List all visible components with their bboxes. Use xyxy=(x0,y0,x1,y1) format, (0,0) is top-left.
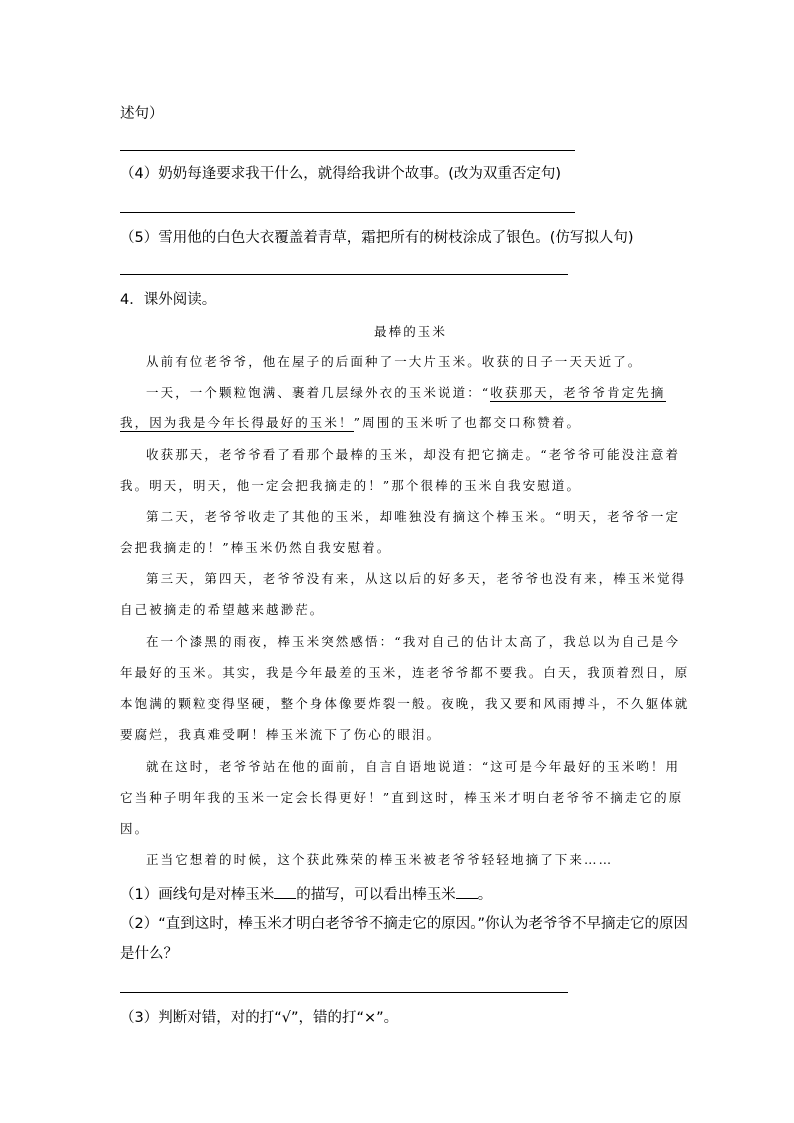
question-5: （5）雪用他的白色大衣覆盖着青草，霜把所有的树枝涂成了银色。(仿写拟人句) xyxy=(120,230,634,246)
answer-line[interactable] xyxy=(120,150,575,151)
question-text: 。 xyxy=(477,887,493,903)
underlined-sentence: 收获那天，老爷爷肯定先摘 xyxy=(490,385,666,400)
story-paragraph-line: 因。 xyxy=(120,821,150,836)
answer-line[interactable] xyxy=(120,212,575,213)
question-1 xyxy=(120,884,492,905)
underlined-sentence: 我，因为我是今年长得最好的玉米！ xyxy=(120,415,354,430)
story-paragraph-line: 本饱满的颗粒变得坚硬，整个身体像要炸裂一般。夜晚，我又要和风雨搏斗，不久躯体就 xyxy=(120,696,690,711)
story-title: 最棒的玉米 xyxy=(374,324,448,339)
story-paragraph: 从前有位老爷爷，他在屋子的后面种了一大片玉米。收获的日子一天天近了。 xyxy=(146,354,643,369)
story-paragraph-line: 它当种子明年我的玉米一定会长得更好！”直到这时，棒玉米才明白老爷爷不摘走它的原 xyxy=(120,790,684,805)
story-paragraph-line: 我。明天，明天，他一定会把我摘走的！”那个很棒的玉米自我安慰道。 xyxy=(120,478,582,493)
answer-line[interactable] xyxy=(120,274,568,275)
story-paragraph: 就在这时，老爷爷站在他的面前，自言自语地说道：“这可是今年最好的玉米哟！用 xyxy=(146,759,681,774)
story-paragraph: 在一个漆黑的雨夜，棒玉米突然感悟：“我对自己的估计太高了，我总以为自己是今 xyxy=(146,634,681,649)
story-paragraph: 第二天，老爷爷收走了其他的玉米，却唯独没有摘这个棒玉米。“明天，老爷爷一定 xyxy=(146,509,681,524)
story-paragraph: 收获那天，老爷爷看了看那个最棒的玉米，却没有把它摘走。“老爷爷可能没注意着 xyxy=(146,447,681,462)
question-3: （3）判断对错，对的打“√”，错的打“×”。 xyxy=(120,1010,399,1026)
question-text: （1）画线句是对棒玉米 xyxy=(120,887,275,903)
section-heading: 4．课外阅读。 xyxy=(120,292,217,308)
question-2: （2）“直到这时，棒玉米才明白老爷爷不摘走它的原因。”你认为老爷爷不早摘走它的原因 xyxy=(120,916,688,932)
story-paragraph xyxy=(146,384,666,402)
question-2-line: 是什么？ xyxy=(120,946,178,962)
fill-blank[interactable] xyxy=(456,884,478,899)
story-paragraph: 正当它想着的时候，这个获此殊荣的棒玉米被老爷爷轻轻地摘了下来…… xyxy=(146,852,614,867)
story-paragraph-line: 会把我摘走的！”棒玉米仍然自我安慰着。 xyxy=(120,540,392,555)
story-paragraph-line: 自己被摘走的希望越来越渺茫。 xyxy=(120,602,325,617)
answer-line[interactable] xyxy=(120,992,568,993)
story-paragraph: 第三天，第四天，老爷爷没有来，从这以后的好多天，老爷爷也没有来，棒玉米觉得 xyxy=(146,571,687,586)
paragraph-text: 一天，一个颗粒饱满、裹着几层绿外衣的玉米说道：“ xyxy=(146,385,491,400)
question-text: 的描写，可以看出棒玉米 xyxy=(296,887,456,903)
question-4: （4）奶奶每逢要求我干什么，就得给我讲个故事。(改为双重否定句) xyxy=(120,166,562,182)
fill-blank[interactable] xyxy=(274,884,296,899)
story-paragraph-line: 要腐烂，我真难受啊！棒玉米流下了伤心的眼泪。 xyxy=(120,727,442,742)
paragraph-text: ”周围的玉米听了也都交口称赞着。 xyxy=(353,415,582,430)
story-paragraph-line xyxy=(120,414,581,432)
story-paragraph-line: 年最好的玉米。其实，我是今年最差的玉米，连老爷爷都不要我。白天，我顶着烈日，原 xyxy=(120,665,690,680)
continuation-text: 述句） xyxy=(120,106,164,122)
